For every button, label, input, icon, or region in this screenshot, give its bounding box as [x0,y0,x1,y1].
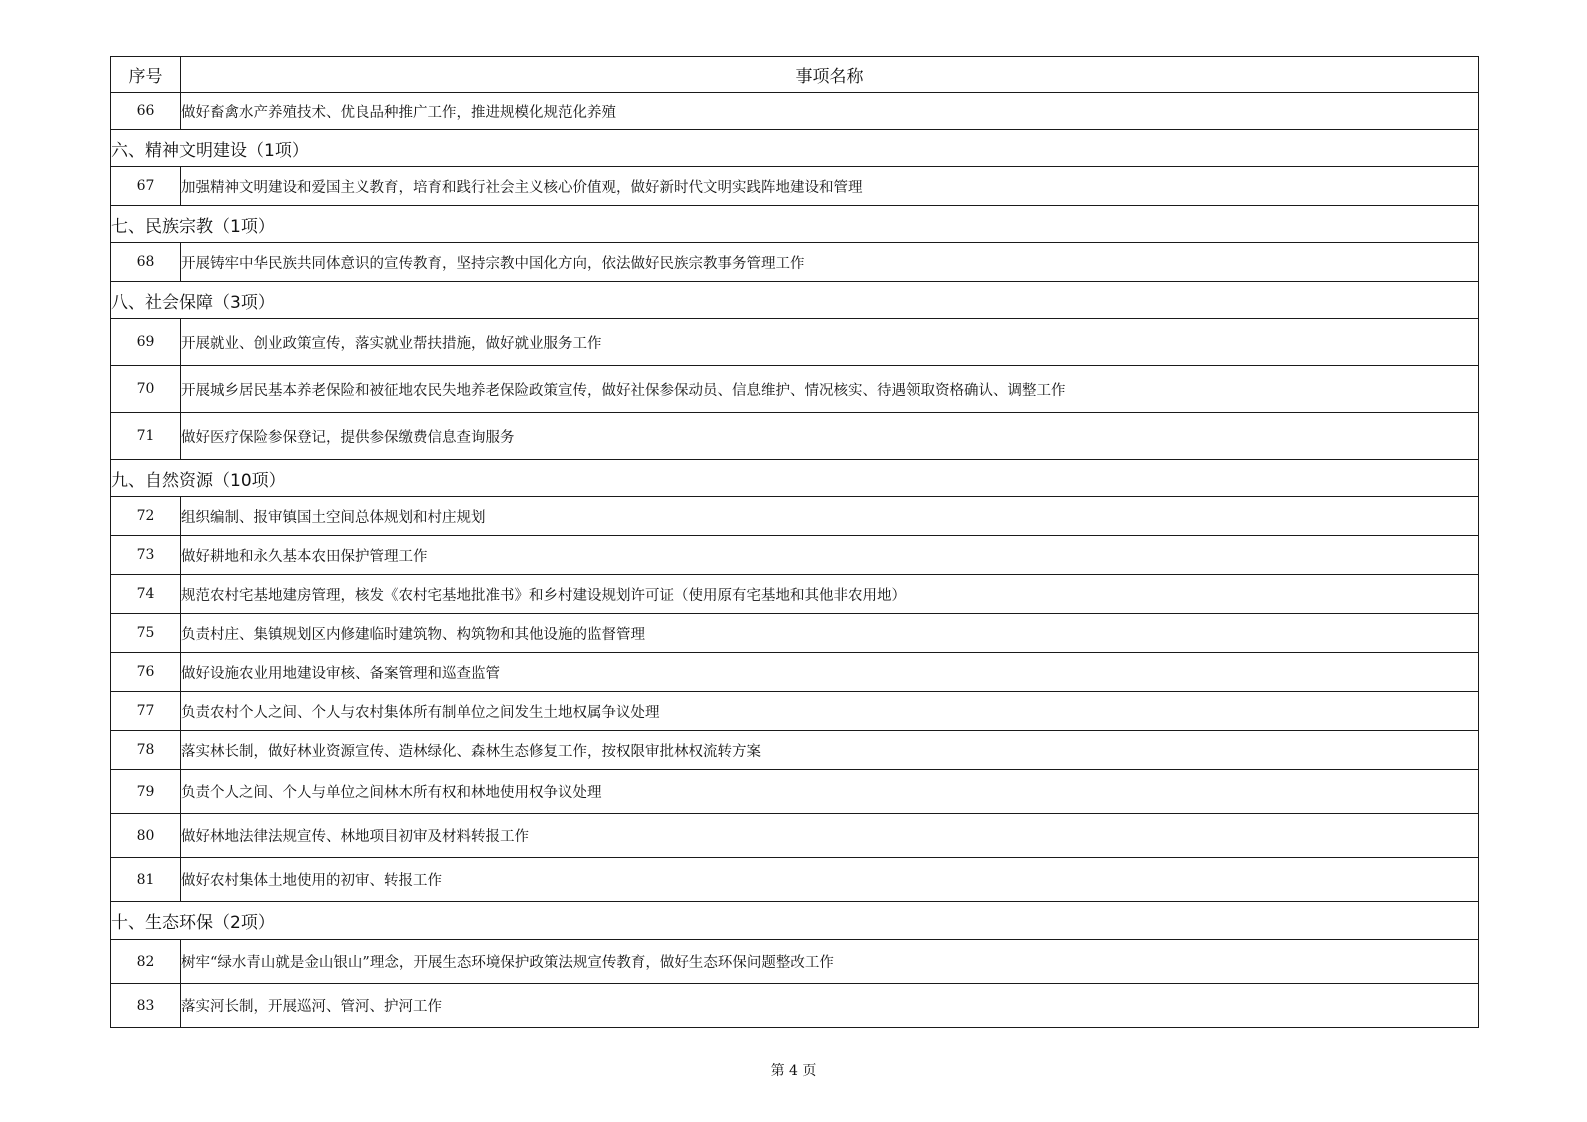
section-title: 七、民族宗教（1项） [111,206,1479,243]
row-seq-no: 74 [111,575,181,614]
table-row [111,614,1479,653]
row-seq-no: 78 [111,731,181,770]
header-seq-no: 序号 [111,57,181,93]
row-seq-no: 81 [111,858,181,902]
row-seq-no: 80 [111,814,181,858]
section-title: 十、生态环保（2项） [111,902,1479,940]
row-item-name: 开展就业、创业政策宣传，落实就业帮扶措施，做好就业服务工作 [181,319,1479,366]
row-item-name: 开展铸牢中华民族共同体意识的宣传教育，坚持宗教中国化方向，依法做好民族宗教事务管理工作 [181,243,1479,282]
row-seq-no: 75 [111,614,181,653]
section-header-row [111,460,1479,497]
row-item-name: 开展城乡居民基本养老保险和被征地农民失地养老保险政策宣传，做好社保参保动员、信息维护、情况核实、待遇领取资格确认、调整工作 [181,366,1479,413]
table-row [111,167,1479,206]
table-row [111,575,1479,614]
row-seq-no: 67 [111,167,181,206]
section-header-row [111,206,1479,243]
page-number: 第 4 页 [770,1063,817,1079]
table-row [111,692,1479,731]
row-item-name: 做好医疗保险参保登记，提供参保缴费信息查询服务 [181,413,1479,460]
section-title: 八、社会保障（3项） [111,282,1479,319]
row-item-name: 负责村庄、集镇规划区内修建临时建筑物、构筑物和其他设施的监督管理 [181,614,1479,653]
row-seq-no: 70 [111,366,181,413]
row-item-name: 组织编制、报审镇国土空间总体规划和村庄规划 [181,497,1479,536]
table-row [111,536,1479,575]
row-item-name: 落实林长制，做好林业资源宣传、造林绿化、森林生态修复工作，按权限审批林权流转方案 [181,731,1479,770]
row-seq-no: 77 [111,692,181,731]
row-seq-no: 82 [111,940,181,984]
table-row [111,93,1479,130]
section-title: 六、精神文明建设（1项） [111,130,1479,167]
row-item-name: 加强精神文明建设和爱国主义教育，培育和践行社会主义核心价值观，做好新时代文明实践阵地建设和管理 [181,167,1479,206]
row-item-name: 做好畜禽水产养殖技术、优良品种推广工作，推进规模化规范化养殖 [181,93,1479,130]
row-seq-no: 83 [111,984,181,1028]
row-seq-no: 79 [111,770,181,814]
row-seq-no: 68 [111,243,181,282]
row-item-name: 规范农村宅基地建房管理，核发《农村宅基地批准书》和乡村建设规划许可证（使用原有宅基地和其他非农用地） [181,575,1479,614]
header-item-name: 事项名称 [181,57,1479,93]
table-row [111,814,1479,858]
row-item-name: 负责农村个人之间、个人与农村集体所有制单位之间发生土地权属争议处理 [181,692,1479,731]
row-seq-no: 66 [111,93,181,130]
row-item-name: 做好林地法律法规宣传、林地项目初审及材料转报工作 [181,814,1479,858]
row-item-name: 负责个人之间、个人与单位之间林木所有权和林地使用权争议处理 [181,770,1479,814]
row-seq-no: 71 [111,413,181,460]
items-table [110,56,1479,1028]
section-header-row [111,282,1479,319]
table-row [111,984,1479,1028]
row-item-name: 做好设施农业用地建设审核、备案管理和巡查监管 [181,653,1479,692]
row-seq-no: 72 [111,497,181,536]
table-row [111,653,1479,692]
section-header-row [111,902,1479,940]
row-seq-no: 76 [111,653,181,692]
row-item-name: 落实河长制，开展巡河、管河、护河工作 [181,984,1479,1028]
section-header-row [111,130,1479,167]
row-item-name: 树牢“绿水青山就是金山银山”理念，开展生态环境保护政策法规宣传教育，做好生态环保问题整改工作 [181,940,1479,984]
row-seq-no: 73 [111,536,181,575]
table-row [111,319,1479,366]
row-seq-no: 69 [111,319,181,366]
table-row [111,770,1479,814]
table-row [111,243,1479,282]
table-row [111,940,1479,984]
row-item-name: 做好农村集体土地使用的初审、转报工作 [181,858,1479,902]
table-row [111,366,1479,413]
table-body [111,93,1479,1028]
table-row [111,858,1479,902]
table-row [111,497,1479,536]
table-header-row [111,57,1479,93]
section-title: 九、自然资源（10项） [111,460,1479,497]
row-item-name: 做好耕地和永久基本农田保护管理工作 [181,536,1479,575]
table-row [111,413,1479,460]
table-row [111,731,1479,770]
